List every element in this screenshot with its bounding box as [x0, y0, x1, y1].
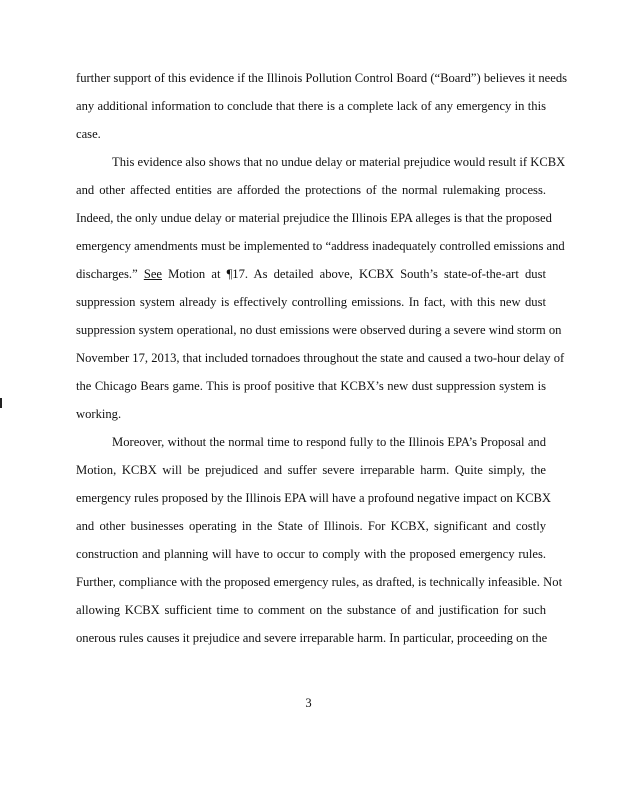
- text-line: the Chicago Bears game. This is proof positive that KCBX’s new dust suppression system is: [76, 379, 546, 393]
- text-line: emergency rules proposed by the Illinois EPA will have a profound negative impact on KCBX: [76, 491, 551, 505]
- text-line: construction and planning will have to occur to comply with the proposed emergency rules.: [76, 547, 546, 561]
- text-line: and other affected entities are afforded the protections of the normal rulemaking process.: [76, 183, 546, 197]
- text-line: suppression system operational, no dust emissions were observed during a severe wind storm on: [76, 323, 562, 337]
- text-line: case.: [76, 127, 101, 141]
- text-fragment: Motion at ¶17. As detailed above, KCBX South’s state-of-the-art dust: [162, 267, 546, 281]
- text-line: Indeed, the only undue delay or material prejudice the Illinois EPA alleges is that the proposed: [76, 211, 552, 225]
- page-number: 3: [305, 696, 312, 710]
- text-line: This evidence also shows that no undue delay or material prejudice would result if KCBX: [112, 155, 566, 169]
- text-line: Further, compliance with the proposed emergency rules, as drafted, is technically infeasible. Not: [76, 575, 563, 589]
- text-line: any additional information to conclude that there is a complete lack of any emergency in this: [76, 99, 546, 113]
- text-line: November 17, 2013, that included tornadoes throughout the state and caused a two-hour delay of: [76, 351, 565, 365]
- body-text: [76, 64, 568, 652]
- text-line: suppression system already is effectively controlling emissions. In fact, with this new dust: [76, 295, 546, 309]
- text-line: emergency amendments must be implemented to “address inadequately controlled emissions and: [76, 239, 565, 253]
- text-line: Moreover, without the normal time to respond fully to the Illinois EPA’s Proposal and: [112, 435, 546, 449]
- text-line: and other businesses operating in the State of Illinois. For KCBX, significant and costly: [76, 519, 546, 533]
- text-line: working.: [76, 407, 122, 421]
- text-fragment: discharges.”: [76, 267, 144, 281]
- text-line: [76, 260, 546, 288]
- text-line: onerous rules causes it prejudice and severe irreparable harm. In particular, proceeding on the: [76, 631, 548, 645]
- text-line: further support of this evidence if the Illinois Pollution Control Board (“Board”) believes it needs: [76, 71, 568, 85]
- see-citation-signal: See: [143, 267, 162, 281]
- text-line: Motion, KCBX will be prejudiced and suffer severe irreparable harm. Quite simply, the: [76, 463, 546, 477]
- scan-artifact: [0, 398, 2, 408]
- text-line: allowing KCBX sufficient time to comment on the substance of and justification for such: [76, 603, 546, 617]
